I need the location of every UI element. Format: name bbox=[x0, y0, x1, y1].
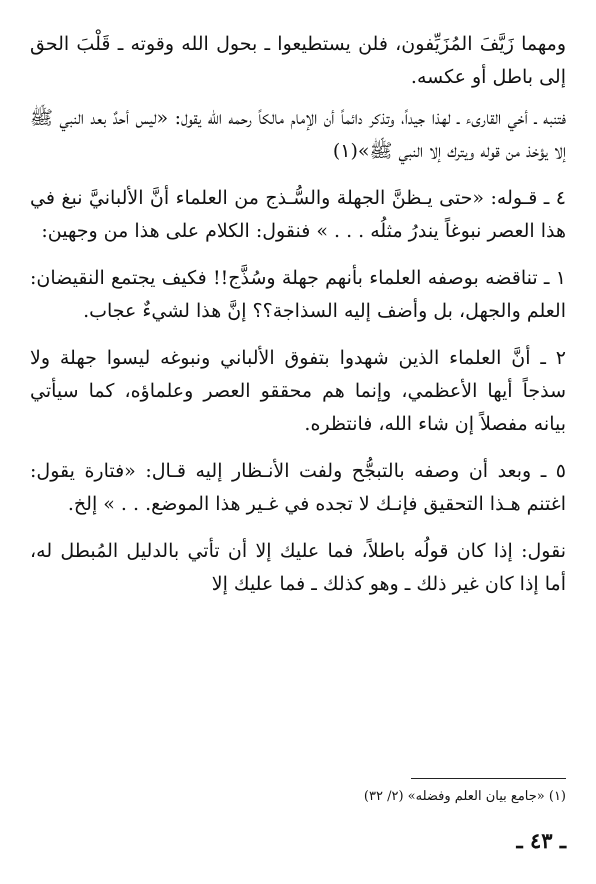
page-number: ـ ٤٣ ـ bbox=[516, 828, 566, 853]
page-footer bbox=[30, 0, 566, 884]
paragraph-opening: ومهما زَيَّفَ المُزَيِّفون، فلن يستطيعوا ـ بحول الله وقوته ـ قَلْبَ الحق إلى باطل أو عكسه. bbox=[30, 33, 566, 88]
paragraph-conclusion: نقول: إذا كان قولُه باطلاً، فما عليك إلا أن تأتي بالدليل المُبطل له، أما إذا كان غير ذلك ـ وهو كذلك ـ فما عليك إلا bbox=[30, 540, 566, 595]
footnote: (١) «جامع بيان العلم وفضله» (٢/ ٣٢) bbox=[363, 789, 566, 804]
paragraph-malik-quote: فتنبه ـ أخي القارىء ـ لهذا جيداً، وتذكر دائماً أن الإمام مالكاً رحمه الله يقول: «ليس أحدٌ بعد النبي ﷺ إلا يؤخذ من قوله ويترك إلا النبي ﷺ»(١) bbox=[30, 107, 566, 162]
paragraph-reply-1: ١ ـ تناقضه بوصفه العلماء بأنهم جهلة وسُذَّج!! فكيف يجتمع النقيضان: العلم والجهل، بل وأضف إليه السذاجة؟؟ إنَّ هذا لشيءٌ عجاب. bbox=[30, 267, 566, 322]
paragraph-reply-2: ٢ ـ أنَّ العلماء الذين شهدوا بتفوق الألباني ونبوغه ليسوا جهلة ولا سذجاً أيها الأعظمي، وإنما هم محققو العصر وعلماؤه، كما سيأتي بيانه مفصلاً إن شاء الله، فانتظره. bbox=[30, 347, 566, 435]
footnote-divider bbox=[411, 778, 566, 779]
paragraph-point-4: ٤ ـ قـوله: «حتى يـظنَّ الجهلة والسُّـذج من العلماء أنَّ الألبانيَّ نبغ في هذا العصر نبوغاً يندرُ مثلُه . . . » فنقول: الكلام على هذا من وجهين: bbox=[30, 187, 566, 242]
paragraph-point-5: ٥ ـ وبعد أن وصفه بالتبجُّح ولفت الأنـظار إليه قـال: «فتارة يقول: اغتنم هـذا التحقيق فإنـك لا تجده في غـير هذا الموضع. . . » إلخ. bbox=[30, 460, 566, 515]
